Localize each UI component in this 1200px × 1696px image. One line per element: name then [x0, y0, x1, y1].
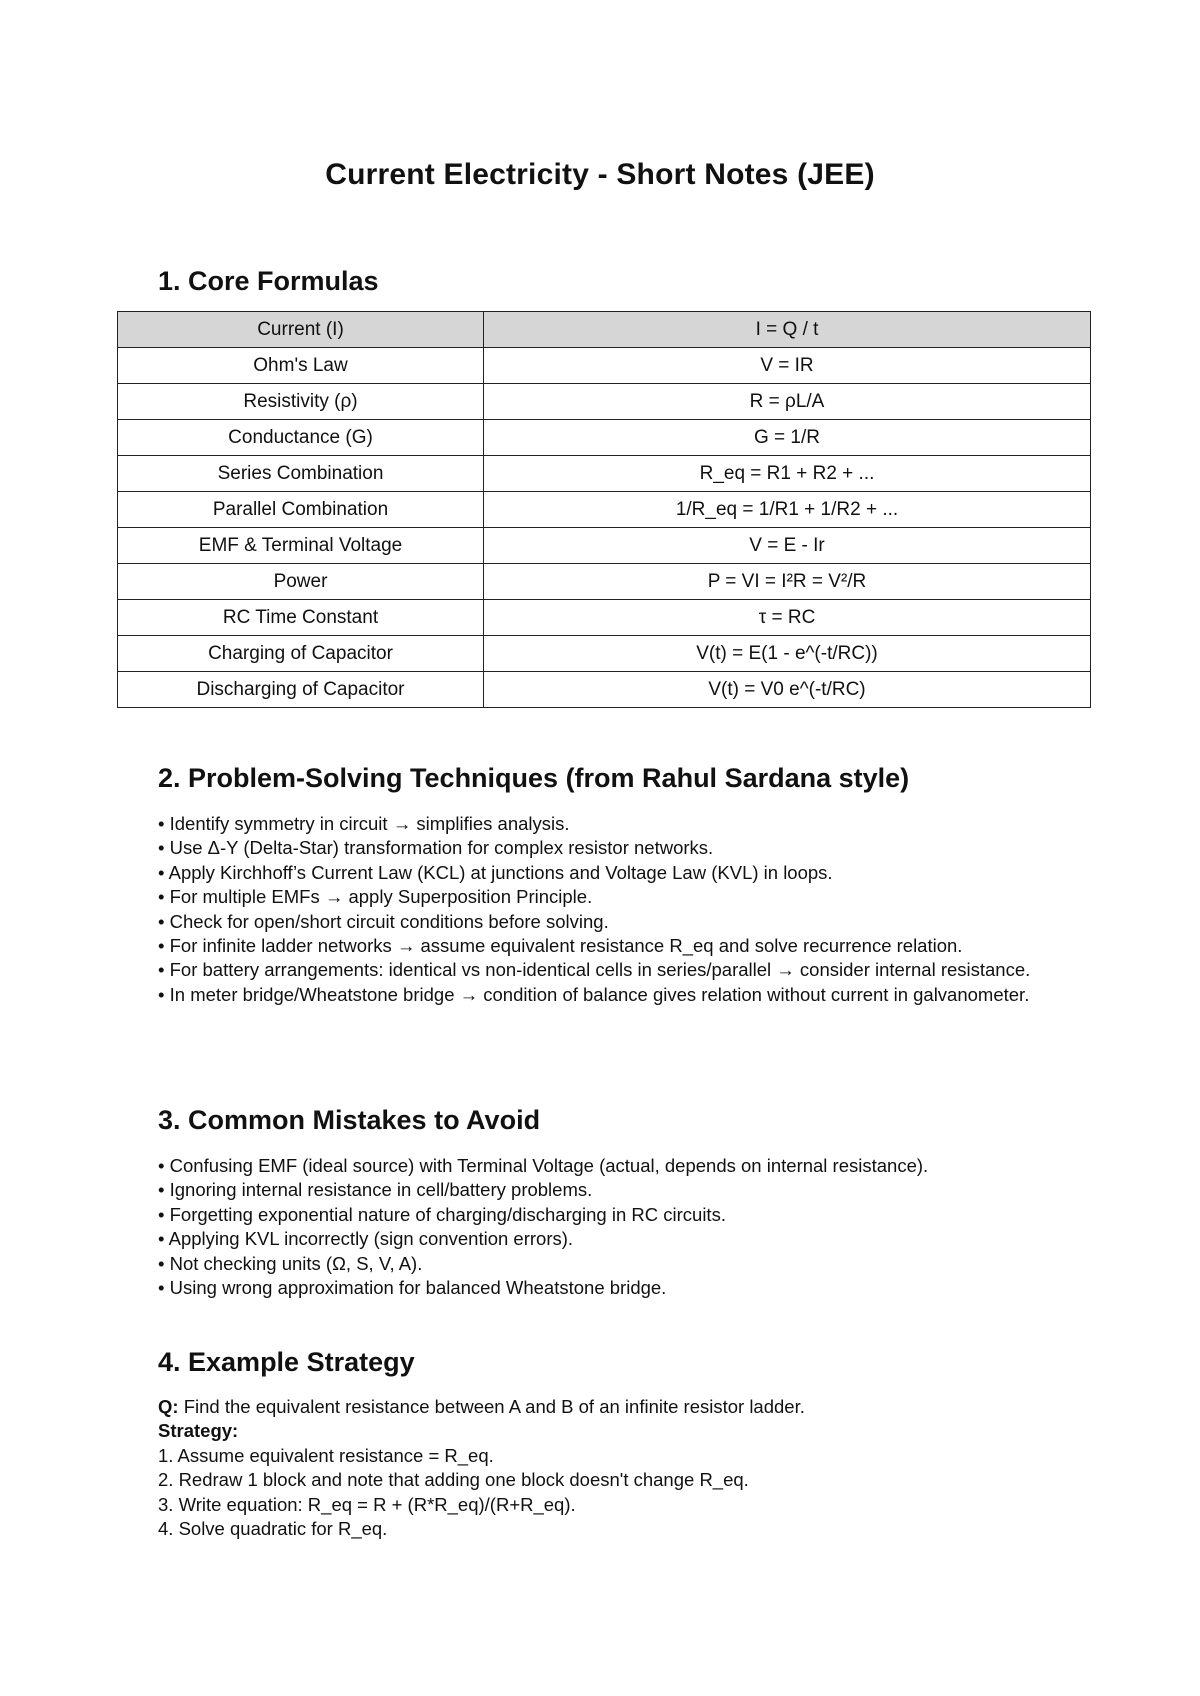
table-row	[118, 492, 1091, 528]
strategy-step: 4. Solve quadratic for R_eq.	[158, 1518, 388, 1540]
strategy-step: 3. Write equation: R_eq = R + (R*R_eq)/(R+R_eq).	[158, 1493, 576, 1515]
example-block	[158, 1395, 1058, 1541]
section-heading-core-formulas: 1. Core Formulas	[158, 266, 379, 296]
list-item: • Check for open/short circuit conditions before solving.	[158, 910, 1058, 934]
formula-expression: R_eq = R1 + R2 + ...	[484, 456, 1091, 492]
table-row	[118, 528, 1091, 564]
formula-name: EMF & Terminal Voltage	[118, 528, 484, 564]
formula-expression: V(t) = E(1 - e^(-t/RC))	[484, 636, 1091, 672]
formula-name: Ohm's Law	[118, 348, 484, 384]
formula-name: Parallel Combination	[118, 492, 484, 528]
formula-expression: I = Q / t	[484, 312, 1091, 348]
list-item: • For multiple EMFs → apply Superposition Principle.	[158, 885, 1058, 909]
formula-name: Discharging of Capacitor	[118, 672, 484, 708]
strategy-step: 1. Assume equivalent resistance = R_eq.	[158, 1444, 494, 1466]
formula-expression: V = IR	[484, 348, 1091, 384]
formula-name: Resistivity (ρ)	[118, 384, 484, 420]
table-row	[118, 672, 1091, 708]
list-item: • Applying KVL incorrectly (sign convention errors).	[158, 1227, 1058, 1251]
formula-name: Series Combination	[118, 456, 484, 492]
formula-expression: V(t) = V0 e^(-t/RC)	[484, 672, 1091, 708]
list-item: • For infinite ladder networks → assume equivalent resistance R_eq and solve recurrence relation.	[158, 934, 1058, 958]
formula-expression: R = ρL/A	[484, 384, 1091, 420]
section-heading-example: 4. Example Strategy	[158, 1347, 415, 1377]
list-item: • In meter bridge/Wheatstone bridge → condition of balance gives relation without current in galvanometer.	[158, 983, 1058, 1007]
table-row	[118, 384, 1091, 420]
strategy-step: 2. Redraw 1 block and note that adding one block doesn't change R_eq.	[158, 1469, 749, 1491]
example-question	[158, 1395, 1058, 1419]
list-item: • Apply Kirchhoff’s Current Law (KCL) at junctions and Voltage Law (KVL) in loops.	[158, 861, 1058, 885]
list-item: • Ignoring internal resistance in cell/battery problems.	[158, 1178, 1058, 1202]
formula-name: Current (I)	[118, 312, 484, 348]
formula-expression: V = E - Ir	[484, 528, 1091, 564]
list-item: • For battery arrangements: identical vs non-identical cells in series/parallel → consider internal resistance.	[158, 958, 1058, 982]
formula-name: Charging of Capacitor	[118, 636, 484, 672]
list-item: • Confusing EMF (ideal source) with Terminal Voltage (actual, depends on internal resistance).	[158, 1154, 1058, 1178]
list-item: • Use Δ-Y (Delta-Star) transformation for complex resistor networks.	[158, 836, 1058, 860]
section-heading-techniques: 2. Problem-Solving Techniques (from Rahul Sardana style)	[158, 763, 910, 793]
list-item: • Not checking units (Ω, S, V, A).	[158, 1252, 1058, 1276]
strategy-label: Strategy:	[158, 1420, 239, 1442]
question-text: Find the equivalent resistance between A and B of an infinite resistor ladder.	[183, 1396, 805, 1417]
formula-expression: G = 1/R	[484, 420, 1091, 456]
table-row	[118, 348, 1091, 384]
table-row	[118, 600, 1091, 636]
section-heading-mistakes: 3. Common Mistakes to Avoid	[158, 1105, 541, 1135]
formula-name: RC Time Constant	[118, 600, 484, 636]
mistakes-list	[158, 1154, 1058, 1300]
techniques-list	[158, 812, 1058, 1007]
list-item: • Using wrong approximation for balanced Wheatstone bridge.	[158, 1276, 1058, 1300]
list-item: • Identify symmetry in circuit → simplifies analysis.	[158, 812, 1058, 836]
table-row	[118, 420, 1091, 456]
table-row	[118, 636, 1091, 672]
page-title: Current Electricity - Short Notes (JEE)	[325, 158, 875, 191]
table-row	[118, 564, 1091, 600]
question-label: Q:	[158, 1396, 179, 1417]
list-item: • Forgetting exponential nature of charging/discharging in RC circuits.	[158, 1203, 1058, 1227]
table-row	[118, 312, 1091, 348]
formula-name: Power	[118, 564, 484, 600]
formula-expression: τ = RC	[484, 600, 1091, 636]
formula-expression: P = VI = I²R = V²/R	[484, 564, 1091, 600]
formula-name: Conductance (G)	[118, 420, 484, 456]
formula-expression: 1/R_eq = 1/R1 + 1/R2 + ...	[484, 492, 1091, 528]
table-row	[118, 456, 1091, 492]
formula-table	[117, 311, 1091, 708]
